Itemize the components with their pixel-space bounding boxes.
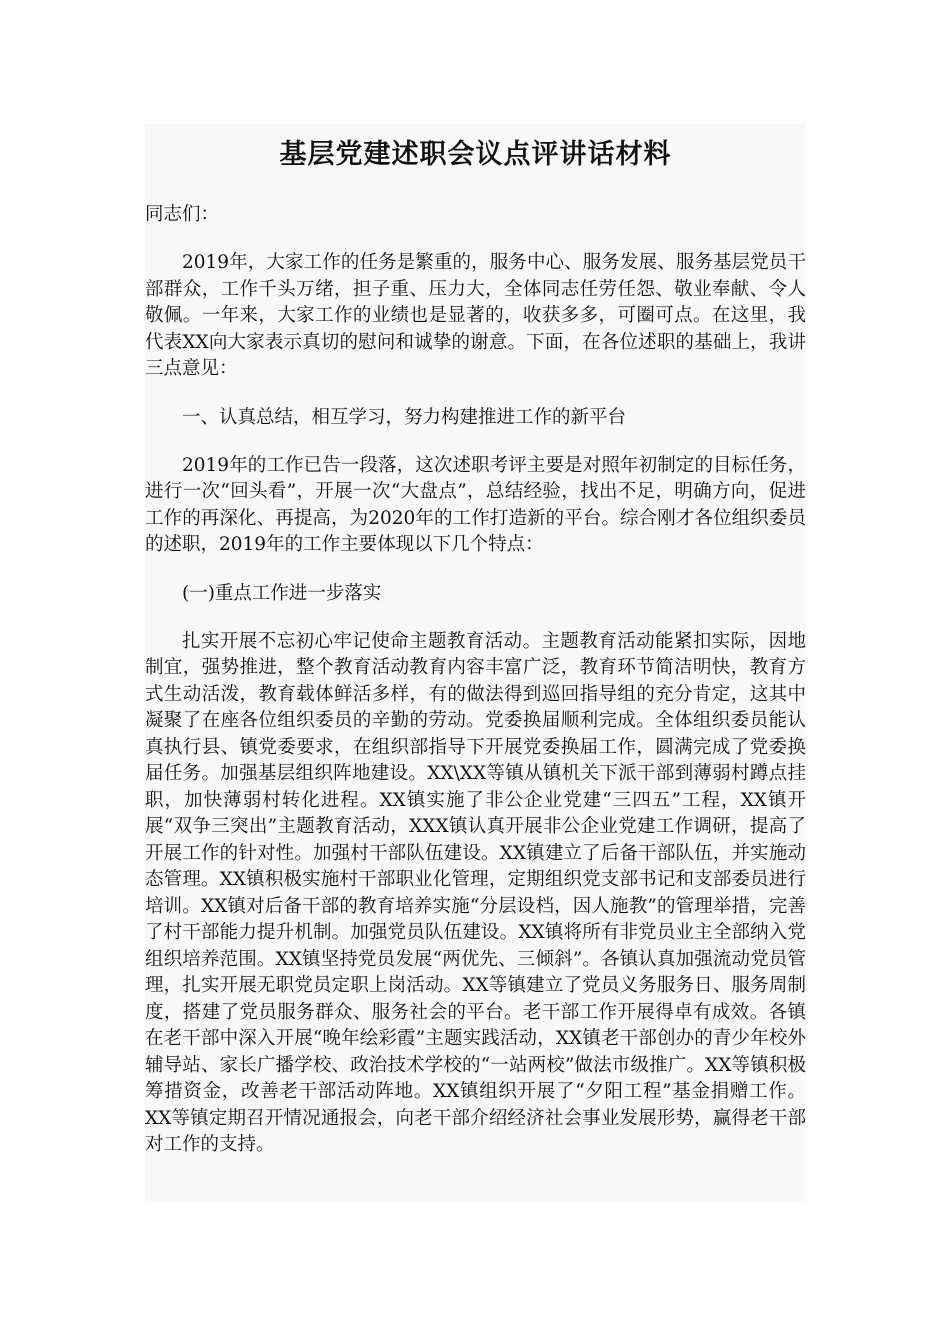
document-page xyxy=(145,124,806,1202)
intro-paragraph: 2019年，大家工作的任务是繁重的，服务中心、服务发展、服务基层党员干部群众，工作千头万绪，担子重、压力大，全体同志任劳任怨、敬业奉献、令人敬佩。一年来，大家工作的业绩也是显著的，收获多多，可圈可点。在这里，我代表XX向大家表示真切的慰问和诚挚的谢意。下面，在各位述职的基础上，我讲三点意见： xyxy=(145,252,806,379)
section-1-heading: 一、认真总结，相互学习，努力构建推进工作的新平台 xyxy=(182,406,627,428)
salutation: 同志们： xyxy=(145,204,220,225)
document-title: 基层党建述职会议点评讲话材料 xyxy=(279,139,672,170)
subsection-1-heading: (一)重点工作进一步落实 xyxy=(182,582,382,604)
subsection-1-paragraph: 扎实开展不忘初心牢记使命主题教育活动。主题教育活动能紧扣实际，因地制宜，强势推进，整个教育活动教育内容丰富广泛，教育环节简洁明快，教育方式生动活泼，教育载体鲜活多样，有的做法得到巡回指导组的充分肯定，这其中凝聚了在座各位组织委员的辛勤的劳动。党委换届顺利完成。全体组织委员能认真执行县、镇党委要求，在组织部指导下开展党委换届工作，圆满完成了党委换届任务。加强基层组织阵地建设。XX\XX等镇从镇机关下派干部到薄弱村蹲点挂职，加快薄弱村转化进程。XX镇实施了非公企业党建“三四五”工程，XX镇开展“双争三突出”主题教育活动，XXX镇认真开展非公企业党建工作调研，提高了开展工作的针对性。加强村干部队伍建设。XX镇建立了后备干部队伍，并实施动态管理。XX镇积极实施村干部职业化管理，定期组织党支部书记和支部委员进行培训。XX镇对后备干部的教育培养实施“分层设档，因人施教”的管理举措，完善了村干部能力提升机制。加强党员队伍建设。XX镇将所有非党员业主全部纳入党组织培养范围。XX镇坚持党员发展“两优先、三倾斜”。各镇认真加强流动党员管理，扎实开展无职党员定职上岗活动。XX等镇建立了党员义务服务日、服务周制度，搭建了党员服务群众、服务社会的平台。老干部工作开展得卓有成效。各镇在老干部中深入开展“晚年绘彩霞”主题实践活动，XX镇老干部创办的青少年校外辅导站、家长广播学校、政治技术学校的“一站两校”做法市级推广。XX等镇积极筹措资金，改善老干部活动阵地。XX镇组织开展了“夕阳工程”基金捐赠工作。XX等镇定期召开情况通报会，向老干部介绍经济社会事业发展形势，赢得老干部对工作的支持。 xyxy=(145,630,806,1155)
section-1-paragraph: 2019年的工作已告一段落，这次述职考评主要是对照年初制定的目标任务，进行一次“回头看”，开展一次“大盘点”，总结经验，找出不足，明确方向，促进工作的再深化、再提高，为2020年的工作打造新的平台。综合刚才各位组织委员的述职，2019年的工作主要体现以下几个特点： xyxy=(145,454,806,555)
